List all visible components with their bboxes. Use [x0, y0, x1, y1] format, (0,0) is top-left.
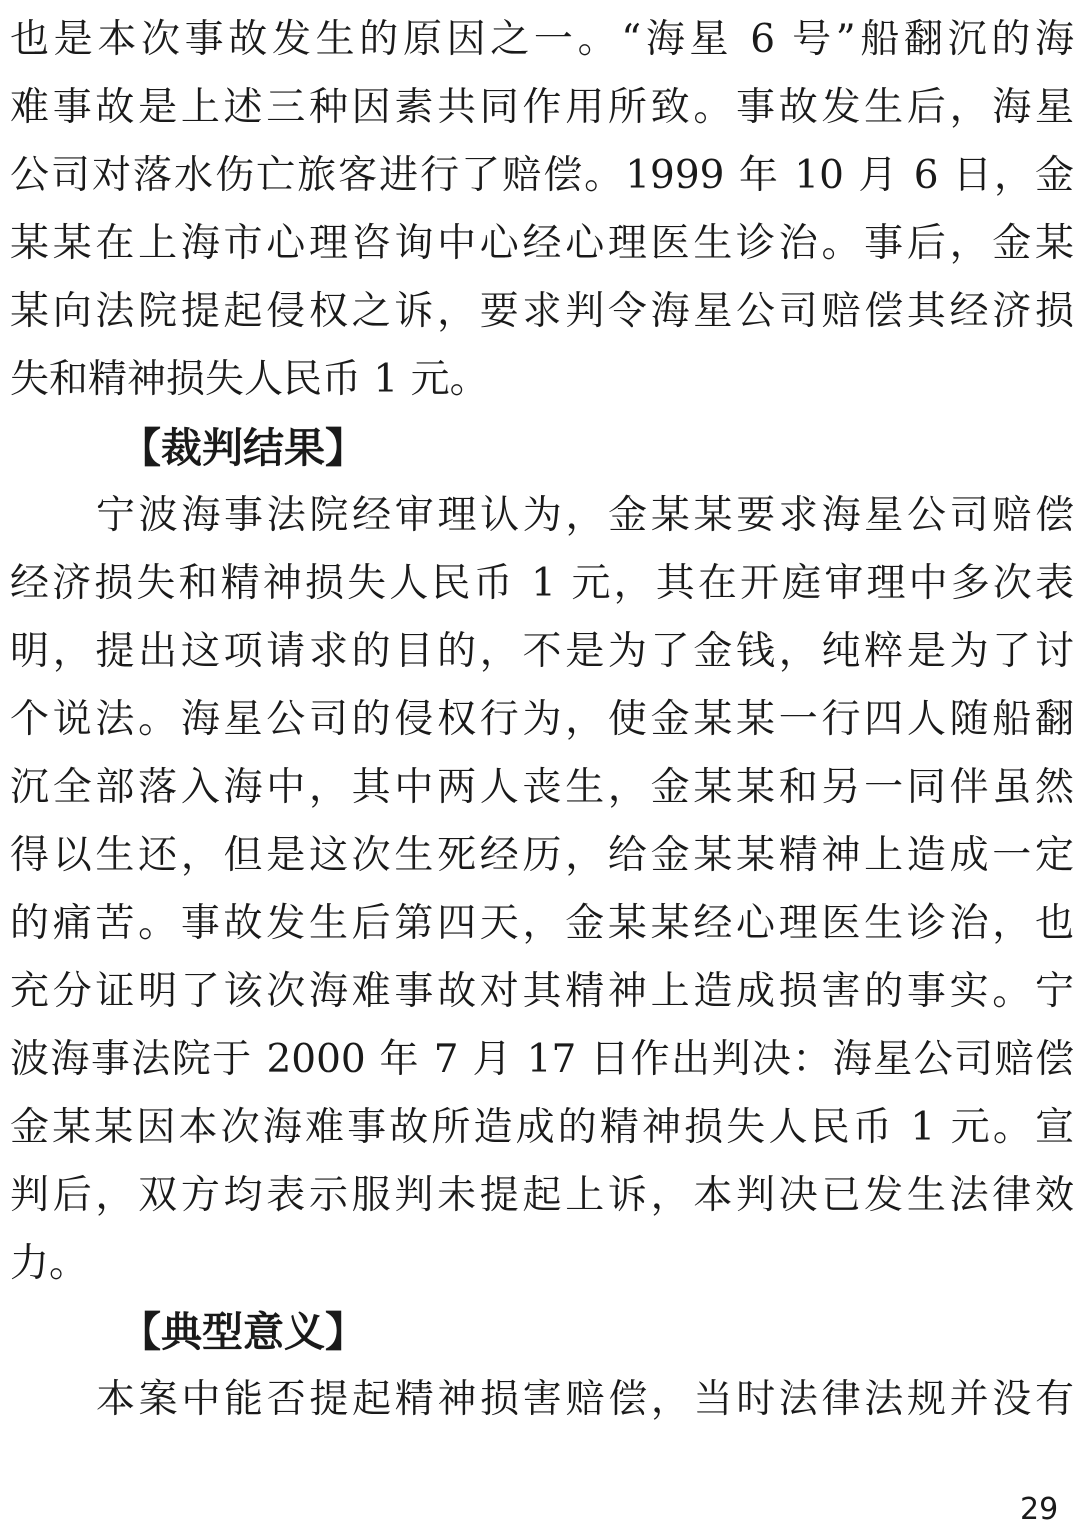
section-heading-significance: 【典型意义】: [120, 1308, 366, 1356]
text-line: 失和精神损失人民币 1 元。: [10, 357, 489, 402]
text-line: 得以生还，但是这次生死经历，给金某某精神上造成一定: [10, 833, 1074, 878]
page-number: 29: [1020, 1492, 1059, 1527]
text-line: 波海事法院于 2000 年 7 月 17 日作出判决：海星公司赔偿: [10, 1037, 1074, 1082]
text-line: 充分证明了该次海难事故对其精神上造成损害的事实。宁: [10, 969, 1074, 1014]
text-line: 宁波海事法院经审理认为，金某某要求海星公司赔偿: [96, 493, 1074, 538]
text-line: 本案中能否提起精神损害赔偿，当时法律法规并没有: [96, 1377, 1074, 1422]
paragraph-significance: [10, 1366, 1074, 1434]
text-line: 难事故是上述三种因素共同作用所致。事故发生后，海星: [10, 85, 1074, 130]
text-line: 的痛苦。事故发生后第四天，金某某经心理医生诊治，也: [10, 901, 1074, 946]
text-line: 沉全部落入海中，其中两人丧生，金某某和另一同伴虽然: [10, 765, 1074, 810]
paragraph-judgment: [10, 482, 1074, 1298]
text-line: 明，提出这项请求的目的，不是为了金钱，纯粹是为了讨: [10, 629, 1074, 674]
text-line: 金某某因本次海难事故所造成的精神损失人民币 1 元。宣: [10, 1105, 1074, 1150]
text-line: 力。: [10, 1241, 89, 1286]
document-page: [10, 6, 1074, 1434]
text-line: 个说法。海星公司的侵权行为，使金某某一行四人随船翻: [10, 697, 1074, 742]
text-line: 公司对落水伤亡旅客进行了赔偿。1999 年 10 月 6 日，金: [10, 153, 1074, 198]
section-heading-judgment: 【裁判结果】: [120, 424, 366, 472]
paragraph-case-facts: [10, 6, 1074, 414]
text-line: 也是本次事故发生的原因之一。“海星 6 号”船翻沉的海: [10, 17, 1074, 62]
text-line: 某向法院提起侵权之诉，要求判令海星公司赔偿其经济损: [10, 289, 1074, 334]
text-line: 经济损失和精神损失人民币 1 元，其在开庭审理中多次表: [10, 561, 1074, 606]
text-line: 判后，双方均表示服判未提起上诉，本判决已发生法律效: [10, 1173, 1074, 1218]
text-line: 某某在上海市心理咨询中心经心理医生诊治。事后，金某: [10, 221, 1074, 266]
